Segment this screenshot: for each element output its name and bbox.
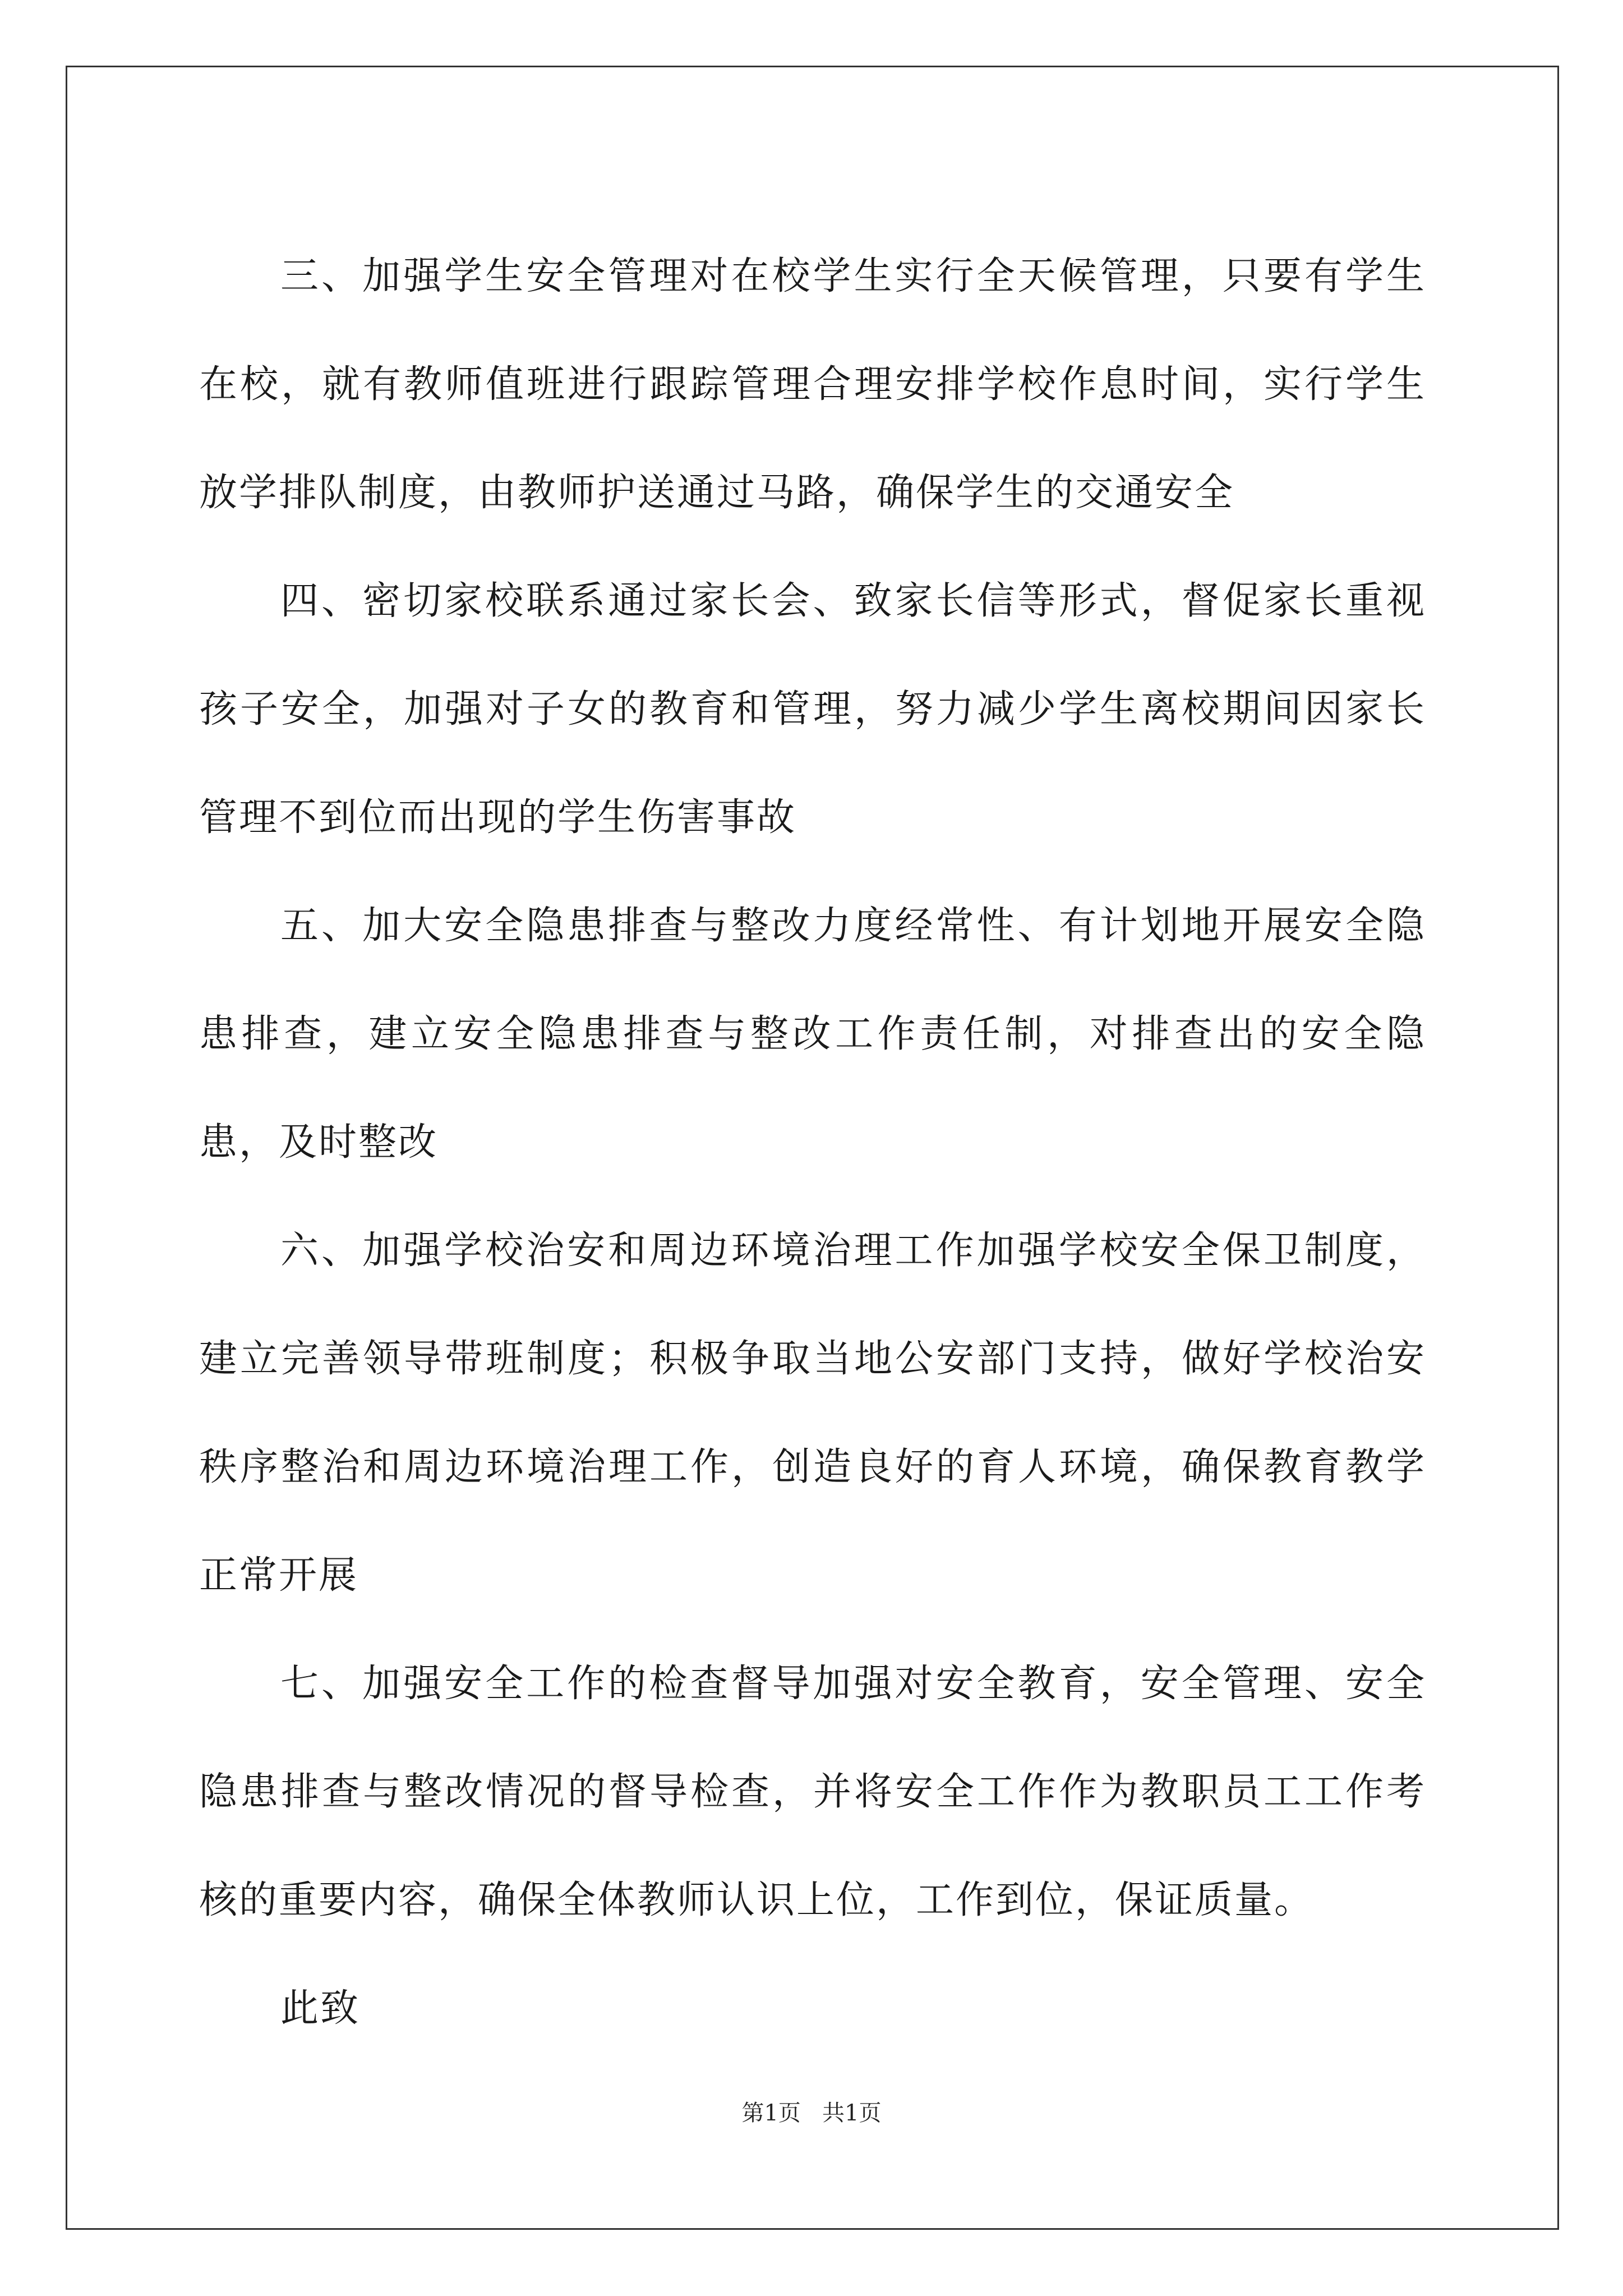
page-number: 第1页 共1页: [741, 2100, 882, 2126]
paragraph-safety-management: 三、加强学生安全管理对在校学生实行全天候管理，只要有学生在校，就有教师值班进行跟踪管理合理安排学校作息时间，实行学生放学排队制度，由教师护送通过马路，确保学生的交通安全: [199, 254, 1426, 515]
paragraph-supervision: 七、加强安全工作的检查督导加强对安全教育，安全管理、安全隐患排查与整改情况的督导检查，并将安全工作作为教职员工工作考核的重要内容，确保全体教师认识上位，工作到位，保证质量。: [199, 1662, 1426, 1922]
closing-salutation: 此致: [280, 1986, 361, 2031]
paragraph-public-order: 六、加强学校治安和周边环境治理工作加强学校安全保卫制度，建立完善领导带班制度；积极争取当地公安部门支持，做好学校治安秩序整治和周边环境治理工作，创造良好的育人环境，确保教育教学正常开展: [199, 1228, 1426, 1598]
page-footer: [0, 2095, 1623, 2127]
document-body: [199, 222, 1426, 2063]
paragraph-home-school-contact: 四、密切家校联系通过家长会、致家长信等形式，督促家长重视孩子安全，加强对子女的教育和管理，努力减少学生离校期间因家长管理不到位而出现的学生伤害事故: [199, 579, 1426, 840]
paragraph-hazard-inspection: 五、加大安全隐患排查与整改力度经常性、有计划地开展安全隐患排查，建立安全隐患排查与整改工作责任制，对排查出的安全隐患，及时整改: [199, 904, 1426, 1165]
